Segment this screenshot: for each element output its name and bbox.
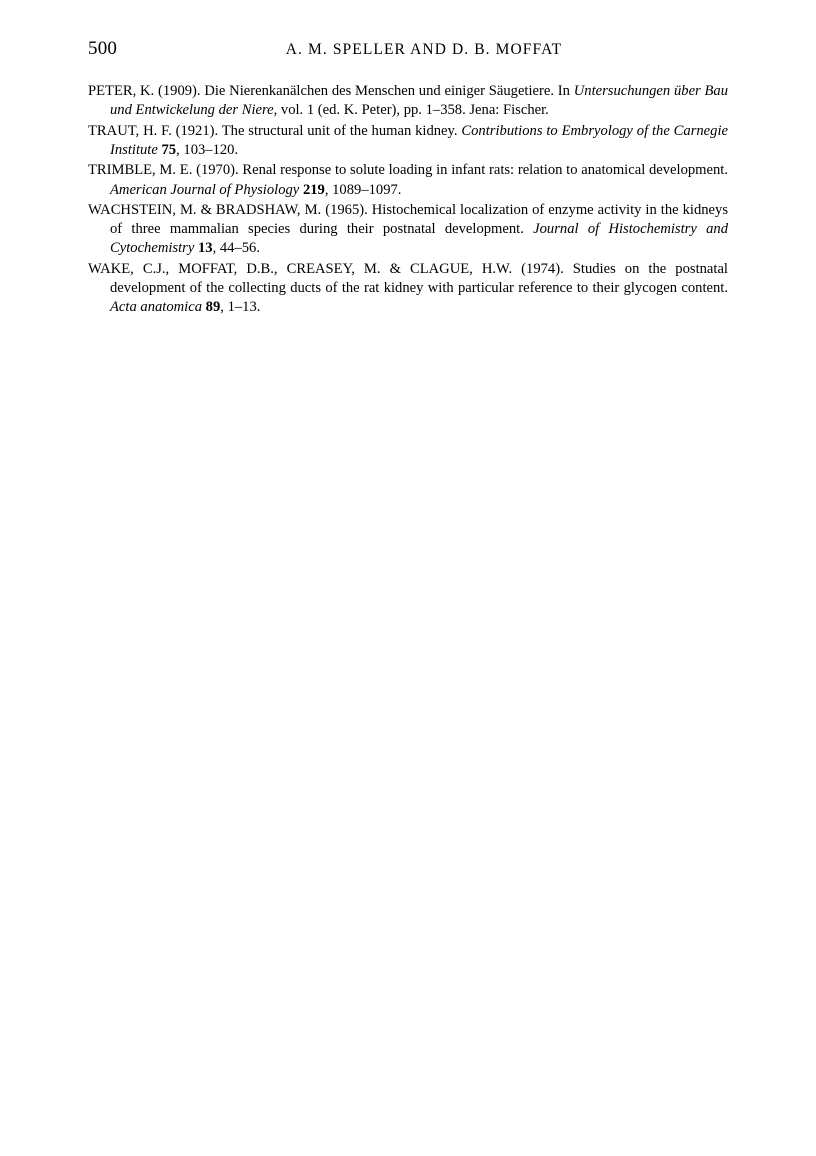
reference-volume: 75 xyxy=(161,141,177,158)
reference-author: TRAUT, H. F. xyxy=(88,122,172,139)
reference-entry xyxy=(88,82,728,120)
reference-text: , 1089–1097. xyxy=(324,181,402,198)
reference-source: Contributions to Embryology of the Carnegie Institute xyxy=(110,122,728,158)
reference-author: TRIMBLE, M. E. xyxy=(88,162,193,179)
reference-text: , 44–56. xyxy=(212,240,260,257)
running-head: A. M. SPELLER AND D. B. MOFFAT xyxy=(285,41,563,58)
page-header xyxy=(88,38,728,60)
reference-text: , vol. 1 (ed. K. Peter), pp. 1–358. Jena: Fischer. xyxy=(273,102,549,119)
reference-volume: 219 xyxy=(302,181,325,198)
reference-text: (1970). Renal response to solute loading in infant rats: relation to anatomical development. xyxy=(192,162,729,179)
reference-source: Untersuchungen über Bau und Entwickelung der Niere xyxy=(110,83,729,119)
page-number: 500 xyxy=(88,38,118,59)
reference-source: Acta anatomica xyxy=(110,299,203,316)
reference-text: (1909). Die Nierenkanälchen des Menschen und einiger Säugetiere. In xyxy=(154,83,574,99)
reference-author: PETER, K. xyxy=(88,83,155,99)
reference-volume: 13 xyxy=(197,240,213,257)
reference-volume: 89 xyxy=(205,299,221,316)
reference-entry xyxy=(88,122,728,160)
reference-list xyxy=(88,82,728,317)
reference-source: Journal of Histochemistry and Cytochemistry xyxy=(110,221,728,257)
reference-source: American Journal of Physiology xyxy=(110,181,300,198)
reference-entry xyxy=(88,201,728,258)
page-content xyxy=(88,38,728,319)
reference-text: (1921). The structural unit of the human kidney. xyxy=(171,122,462,139)
reference-text: , 103–120. xyxy=(176,141,239,158)
reference-entry xyxy=(88,260,728,317)
reference-text: , 1–13. xyxy=(220,299,261,316)
reference-text: (1974). Studies on the postnatal development of the collecting ducts of the rat kidney with particular reference to their glycogen content. xyxy=(110,260,728,297)
reference-author: WAKE, C.J., MOFFAT, D.B., CREASEY, M. & CLAGUE, H.W. xyxy=(88,260,513,277)
reference-text: (1965). Histochemical localization of enzyme activity in the kidneys of three mammalian species during their postnatal development. xyxy=(110,202,729,238)
reference-author: WACHSTEIN, M. & BRADSHAW, M. xyxy=(88,202,322,219)
reference-entry xyxy=(88,161,728,199)
